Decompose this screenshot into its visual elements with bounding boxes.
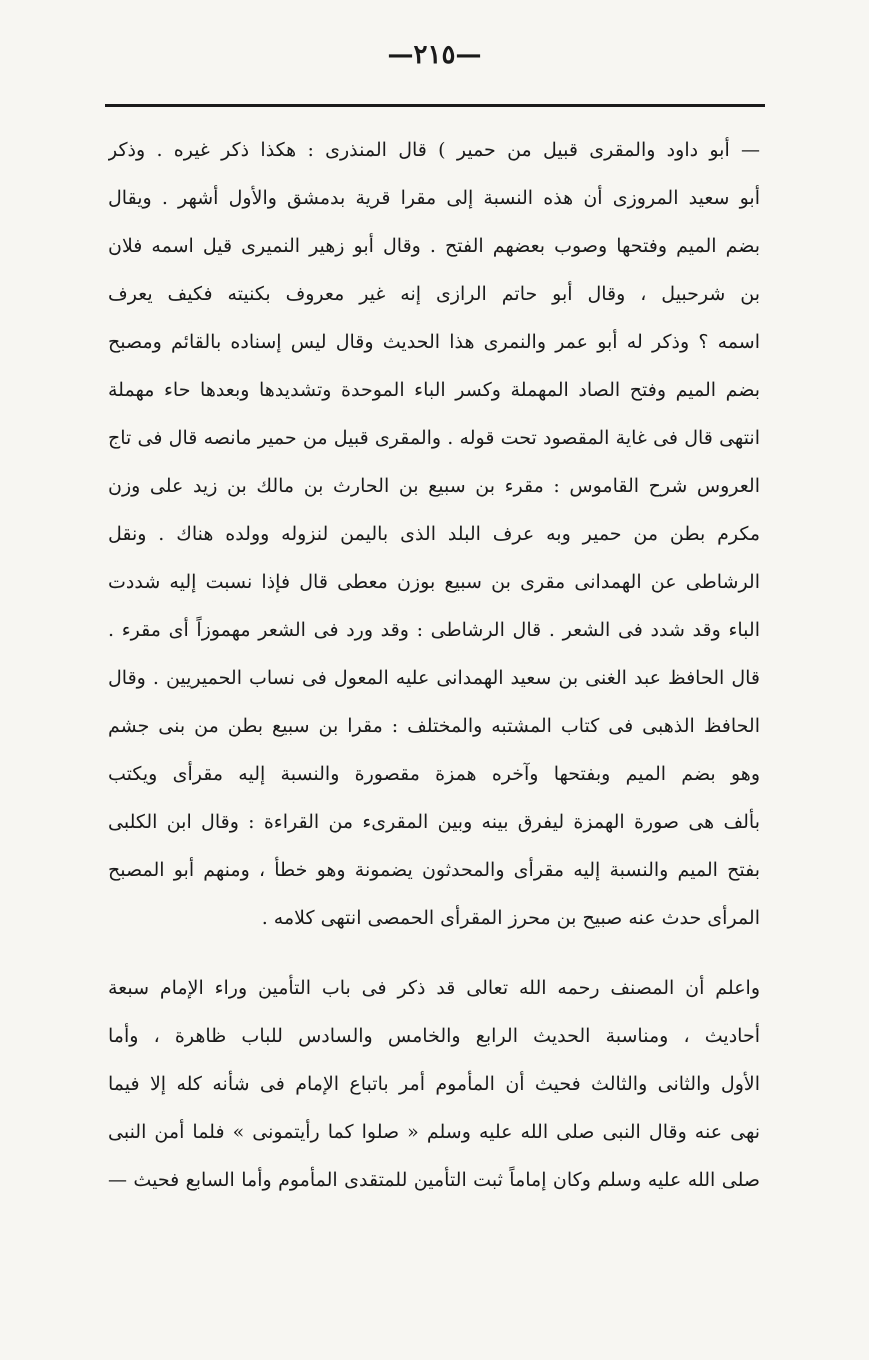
text-line: أبو سعيد المروزى أن هذه النسبة إلى مقرا قرية بدمشق والأول أشهر . ويقال	[108, 187, 760, 209]
page-number: —٢١٥—	[387, 40, 482, 70]
text-line: الحافظ الذهبى فى كتاب المشتبه والمختلف : مقرا بن سبيع بطن من بنى جشم	[108, 715, 760, 737]
text-line: العروس شرح القاموس : مقرء بن سبيع بن الحارث بن مالك بن زيد على وزن	[108, 475, 760, 497]
text-line: — أبو داود والمقرى قبيل من حمير ) قال المنذرى : هكذا ذكر غيره . وذكر	[108, 139, 760, 161]
text-line: بفتح الميم والنسبة إليه مقرأى والمحدثون يضمونة وهو خطأ ، ومنهم أبو المصبح	[108, 859, 760, 881]
text-line: الرشاطى عن الهمدانى مقرى بن سبيع بوزن معطى قال فإذا نسبت إليه شددت	[108, 571, 760, 593]
text-line: بألف هى صورة الهمزة ليفرق بينه وبين المقرىء من القراءة : وقال ابن الكلبى	[108, 811, 760, 833]
header-rule	[105, 104, 765, 107]
text-line: انتهى قال فى غاية المقصود تحت قوله . والمقرى قبيل من حمير مانصه قال فى تاج	[108, 427, 760, 449]
body-text	[108, 126, 760, 1204]
text-line: بن شرحبيل ، وقال أبو حاتم الرازى إنه غير معروف بكنيته فكيف يعرف	[108, 283, 760, 305]
text-line: صلى الله عليه وسلم وكان إماماً ثبت التأمين للمتقدى المأموم وأما السابع فحيث —	[108, 1169, 760, 1191]
text-line: بضم الميم وفتح الصاد المهملة وكسر الباء الموحدة وتشديدها وبعدها حاء مهملة	[108, 379, 760, 401]
paragraph-2	[108, 964, 760, 1204]
text-line: وهو بضم الميم وبفتحها وآخره همزة مقصورة والنسبة إليه مقرأى ويكتب	[108, 763, 760, 785]
text-line: المرأى حدث عنه صبيح بن محرز المقرأى الحمصى انتهى كلامه .	[261, 907, 760, 929]
text-line: قال الحافظ عبد الغنى بن سعيد الهمدانى عليه المعول فى نساب الحميريين . وقال	[108, 667, 760, 689]
text-line: الأول والثانى والثالث فحيث أن المأموم أمر باتباع الإمام فى شأنه كله إلا فيما	[108, 1073, 760, 1095]
text-line: واعلم أن المصنف رحمه الله تعالى قد ذكر فى باب التأمين وراء الإمام سبعة	[108, 977, 760, 999]
text-line: اسمه ؟ وذكر له أبو عمر والنمرى هذا الحديث وقال ليس إسناده بالقائم ومصبح	[108, 331, 760, 353]
text-line: الباء وقد شدد فى الشعر . قال الرشاطى : وقد ورد فى الشعر مهموزاً أى مقرء .	[108, 619, 760, 641]
text-line: نهى عنه وقال النبى صلى الله عليه وسلم « صلوا كما رأيتمونى » فلما أمن النبى	[108, 1121, 760, 1143]
paragraph-gap	[108, 942, 760, 964]
text-line: مكرم بطن من حمير وبه عرف البلد الذى باليمن لنزوله وولده هناك . ونقل	[108, 523, 760, 545]
text-line: بضم الميم وفتحها وصوب بعضهم الفتح . وقال أبو زهير النميرى قيل اسمه فلان	[108, 235, 760, 257]
text-line: أحاديث ، ومناسبة الحديث الرابع والخامس والسادس للباب ظاهرة ، وأما	[108, 1025, 760, 1047]
paragraph-1	[108, 126, 760, 942]
